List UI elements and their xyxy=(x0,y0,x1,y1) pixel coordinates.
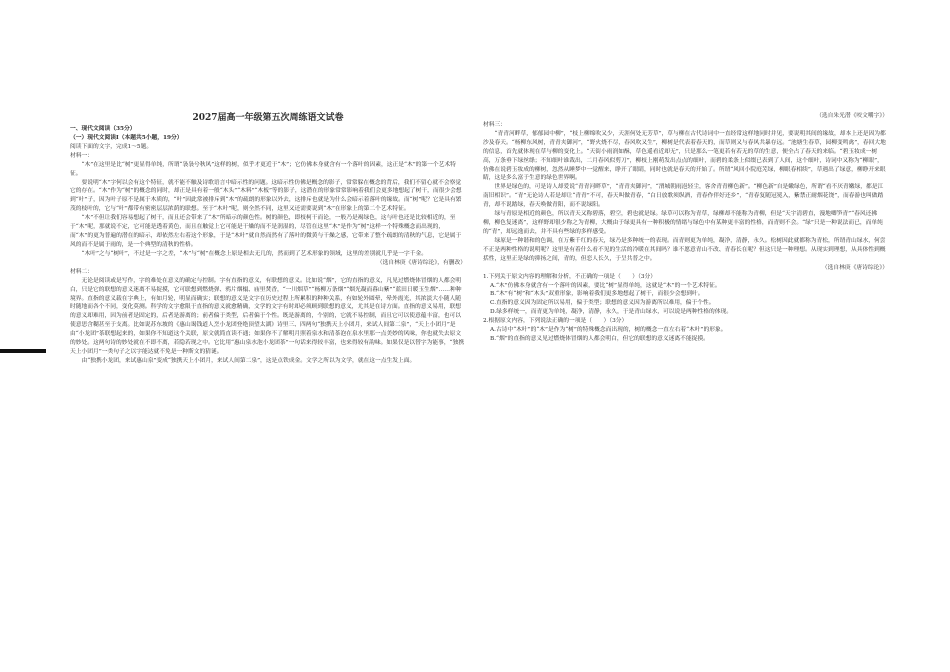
q2-option-b: B.“烟”的直指的意义见过燃烧体冒烟的人都会明白，但它的联想的意义迷离不能捉摸。 xyxy=(490,336,709,343)
material3-paragraph: 世界是绿色的，可是诗人却爱说“青青河畔草”，“青青夹御河”，“渭城朝雨浥轻尘，客舍青青柳色新”。“柳色新”自是嫩绿色，所谓“看不厌青嫩绿，都是江南旧相识”。“青”无论诗人若是却让“青青”不可，春天叫做青春，“白日放歌须纵酒，青春作伴好还乡”，“青春复随冠冕入，紫禁正耐烟花饶”，而春游也叫做踏青，却不说踏绿，春天唤做青阳，而不说绿阳。 xyxy=(483,184,884,209)
material1-paragraph: “木叶”之与“树叶”，不过是一字之差，“木”与“树”在概念上原是相去无几的，然而到了艺术形象的领域，这里的差别就几乎是一字千金。 xyxy=(81,250,428,257)
q2-option-a: A.古诗中“木叶”的“木”是作为“树”的特殊概念而出现的，树的概念一直左右着“木叶”的形象。 xyxy=(490,327,727,334)
right-column xyxy=(483,112,888,344)
material2-paragraph: 由“独携小龙团，来试惠山泉”变成“独携天上小团月，来试人间第二泉”，这是点铁成金。文学之所以为文学，就在这一点生发上面。 xyxy=(81,357,416,364)
instruction: 阅读下面的文字，完成1～5题。 xyxy=(70,143,153,150)
margin-marker xyxy=(0,349,46,353)
material3-label: 材料三： xyxy=(483,121,506,128)
question-1: 1.下列关于原文内容的理解和分析，不正确的一项是（ ）（3分） xyxy=(483,273,657,280)
material1-label: 材料一： xyxy=(70,152,93,159)
q1-option-a: A.“木”仿佛本身就含有一个落叶的因素，要比“树”显得单纯，这就是“木”的一个艺术特征。 xyxy=(490,282,721,289)
material3-paragraph: 绿与青原是相近的颜色，所以青天又称碧落，碧空，碧也就是绿。绿草可以称为青草，绿柳却不能称为青柳，但是“天宇清碧直，漫地卿笋青”“春风还拂柳，柳色复迷离”，这样野却很少称之为青柳，大概由于绿更具有一种积极的情绪与绿色中有某种更丰富的性格，而青则不会。“绿”只是一种说法而已，而单纯的“青”，却远逸而去，并不具有些绿的多样感受。 xyxy=(483,211,883,235)
material2-label: 材料二： xyxy=(70,268,93,275)
material2-source: （选自朱光潜《咬文嚼字》） xyxy=(816,113,888,119)
q1-option-c: C.直指的意义因为固定所以易用，偏于类型；联想的意义因为游离所以难用，偏于个性。 xyxy=(490,300,715,307)
material1-paragraph: 要说明“木”字何以会有这个特征，就不能不触及诗歌语言中暗示性的问题。这暗示性仿佛是概念的影子，常常躲在概念的背后，我们不留心就不会察觉它的存在。“木”作为“树”的概念的同时，却正是具有着一般“木头”“木料”“木板”等的影子，这潜在的形象常常影响着我们会更多地想起了树干，而很少会想到“叶”子，因为叶子原不是属于木质的，“叶”因此常被排斥到“木”的疏朗的形象以外去，这排斥也就是为什么会暗示着落叶的缘故。而“树”呢？它是具有繁茂的枝叶的，它与“叶”都带有密密层层浓荫的联想。至于“木叶”呢，则全然不同，这里又还需要说到“木”在形象上的第二个艺术特征。 xyxy=(70,179,462,213)
q1-option-b: B.“木”有“树”和“木头”双重形象，影响着我们更多地想起了树干，而很少会想到叶。 xyxy=(490,291,704,298)
material1-paragraph: “木”不但让我们容易想起了树干，而且还会带来了“木”所暗示的颜色性。树的颜色，即枝柯干而论，一般乃是褐绿色，这与叶也还是比较相近的，至于“木”呢，那就说不定，它可能是透着黄色，而且在触觉上它可能是干燥的而不是润湿的，尽管在这里“木”是作为“树”这样一个特殊概念而出现的，而“木”的更为普遍的潜在的暗示，却依然左右着这个形象，于是“木叶”就自然而然有了落叶的微黄与干燥之感，它带来了整个疏朗的清秋的气息，它是属于风的而不是属于雨的，是一个典型的清秋的性格。 xyxy=(70,215,462,248)
material3-paragraph: “青青河畔草，郁郁园中柳”，“枝上柳绵吹又少，天涯何处无芳草”，草与柳在古代诗词中一直经常这样地同时并见，要说明其间的缘故，却本上还是因为都沙及春天。“杨柳东风树，青青夹御河”，“野火烧不尽，春风吹又生”，柳树是代表着春天的，而草则又与春风共暴存远。“池塘生春草，园柳变鸣禽”，春回大地的信息，首先就体现在草与柳的变化上。“天街小雨润如酥，草色遥看近却无”，只是那么一笔更若有若无的草的生意，便全占了春天的来临。“碧玉妆成一树高，万条垂下绿丝绦；不知细叶谁裁出，二月春风似剪刀”，柳枝上刚萌发出点点的细叶，而碧的柔条上似缀已表到了人间，这个细叶，诗词中又称为“柳眼”，仿佛在说碧玉妆成的柳树，忽然从睡梦中一觉醒来，睁开了眼睛，同时也就是春天的开始了。所谓“风回小院庭芜绿，柳眼春相续”，草遇出了绿意，柳睁开来眼睛，这是多么富于生意的绿色世界啊。 xyxy=(483,130,886,182)
question-2: 2.根据原文内容，下列说法正确的一项是（ ）（3分） xyxy=(483,318,628,325)
material1-paragraph: “木”在这里是比“树”更显得单纯，所谓“袅袅兮秋风”这样的树，似乎才更近于“木”；它仿佛本身就含有一个落叶的因素，这正是“木”的第一个艺术特征。 xyxy=(70,161,456,177)
material3-paragraph: 绿原是一种谐和的色调，在万紫千红的春天，绿乃是多种统一的表现。而青则更为单纯，凝净，清静，永久。松树因此就都称为青松，所谓青山绿水，何尝不正是两种性格的说明呢？这里是有着什么看不见的生活的冷暖在其间吗？谁不愿意青山不改、青春长在呢？但这只是一种理想。从现实到理想，从具体性到概括性，这里正是绿的抑扬之间，青的，但恋人长久，于呈共普之中。 xyxy=(483,237,886,262)
material3-source: （选自林庚《唐诗综论》） xyxy=(821,264,888,271)
page-title: 2027届高一年级第五次周练语文试卷 xyxy=(192,113,344,123)
subsection-heading: （一）现代文阅读Ⅰ（本题共5小题，19分） xyxy=(70,134,183,141)
material2-paragraph: 无论是阅读或是写作，字的难处在意义的确定与控制。字有直指的意义，有联想的意义。比如说“烟”，它的直指的意义，凡见过燃烧体冒烟的人都会明白，只是它的联想的意义迷离不易捉摸，它可联想到燃烧弹、鸦片烟榻、庙里焚香，“一川烟草”“杨柳万条烟”“烟光凝而暮山紫”“蓝田日暖玉生烟”……种种境界。直指的意义载在字典上，有如月轮，明显而确实；联想的意义是文字在历史过程上所累积的种种关系，有如轮外圆晕，晕外霞光，其浓淡大小随人随时随地而各个不同，变化莫测。科学的文字愈限于直指的意义就愈精确，文学的文字有时却必须顾到联想的意义，尤其是在诗方面。直指的意义易用，联想的意义却难用，因为前者是固定的，后者是游离的；前者偏于类型，后者偏于个性。既是游离的，个别的，它就不易控制，而且它可以使意蕴丰富，也可以使意思含糊甚至于支离。比如说苏东坡的《惠山谒钱道人烹小龙团登绝顶望太湖》诗里三、四两句“独携天上小团月，来试人间第二泉”，“天上小团月”是由“小龙团”茶联想起来的，如果你不知道这个关联，原文就简直读不通；如果你不了解明月照着泉水和清茶泡在泉水里那一点美妙的风味，你也就失去原文的妙处。这两句诗的妙处就在不即不离，若隐若现之中。它比用“惠山泉水泡小龙团茶”一句话来得较丰富，也来得较有韵味。如果仅是以替字为能事，“独携天上小团月”一类句子之以字能达就不免是一种斯文的猜谜。 xyxy=(70,277,465,356)
section-heading: 一、现代文阅读（35分） xyxy=(70,126,136,132)
q1-option-d: D.绿多样统一，而青更为单纯，凝净，清静，永久，于是青山绿水，可以说是两种性格的体现。 xyxy=(490,309,732,316)
material1-source: （选自林庚《唐诗综论》，有删改） xyxy=(376,259,466,266)
left-column xyxy=(70,112,466,366)
